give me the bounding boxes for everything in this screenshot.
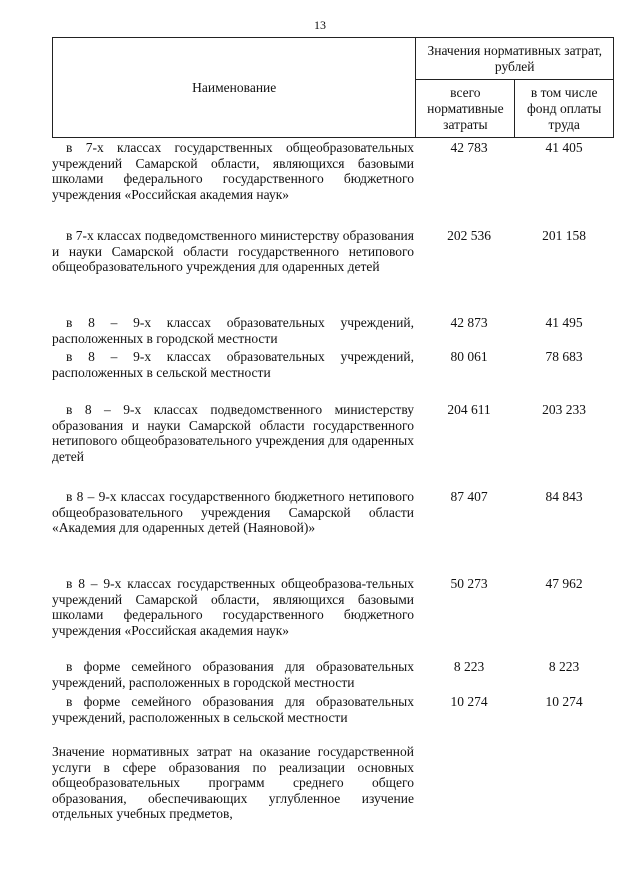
row-name: в форме семейного образования для образовательных учреждений, расположенных в городской местности	[52, 659, 414, 690]
row-total: 204 611	[447, 402, 491, 417]
row-total: 87 407	[450, 489, 488, 504]
row-name: в 8 – 9-х классах государственного бюджетного нетипового общеобразовательного учреждения Самарской области «Академия для одаренных детей (Наяновой)»	[52, 489, 414, 535]
row-fot: 47 962	[545, 576, 583, 591]
row-total: 8 223	[453, 659, 485, 674]
table-header	[52, 37, 614, 138]
row-fot: 41 495	[545, 315, 583, 330]
row-name: в 7-х классах государственных общеобразовательных учреждений Самарской области, являющихся базовыми школами федерального государственного бюджетного учреждения «Российская академия наук»	[52, 140, 414, 202]
row-total: 80 061	[450, 349, 488, 364]
row-fot: 10 274	[545, 694, 583, 709]
row-name: в 8 – 9-х классах образовательных учреждений, расположенных в городской местности	[52, 315, 414, 346]
row-fot: 84 843	[545, 489, 583, 504]
row-name: в форме семейного образования для образовательных учреждений, расположенных в сельской местности	[52, 694, 414, 725]
row-total: 202 536	[447, 228, 491, 243]
row-total: 10 274	[450, 694, 488, 709]
row-fot: 201 158	[542, 228, 586, 243]
row-name: в 7-х классах подведомственного министерству образования и науки Самарской области государственного нетипового общеобразовательного учреждения для одаренных детей	[52, 228, 414, 274]
row-fot: 8 223	[548, 659, 580, 674]
header-values-title: Значения нормативных затрат, рублей	[416, 38, 614, 80]
final-paragraph: Значение нормативных затрат на оказание государственной услуги в сфере образования по реализации основных общеобразовательных программ среднего общего образования, обеспечивающих углубленное изучение отдельных учебных предметов,	[52, 744, 414, 821]
header-name-cell: Наименование	[53, 38, 416, 138]
header-fot-cell: в том числе фонд оплаты труда	[515, 80, 614, 138]
row-name: в 8 – 9-х классах подведомственного министерству образования и науки Самарской области государственного нетипового общеобразовательного учреждения для одаренных детей	[52, 402, 414, 464]
row-name: в 8 – 9-х классах государственных общеобразова-тельных учреждений Самарской области, являющихся базовыми школами федерального государственного бюджетного учреждения «Российская академия наук»	[52, 576, 414, 638]
row-name: в 8 – 9-х классах образовательных учреждений, расположенных в сельской местности	[52, 349, 414, 380]
row-total: 42 873	[450, 315, 488, 330]
row-fot: 41 405	[545, 140, 583, 155]
row-total: 42 783	[450, 140, 488, 155]
header-total-cell: всего нормативные затраты	[416, 80, 515, 138]
page-number: 13	[314, 18, 326, 32]
row-fot: 203 233	[542, 402, 586, 417]
row-fot: 78 683	[545, 349, 583, 364]
row-total: 50 273	[450, 576, 488, 591]
